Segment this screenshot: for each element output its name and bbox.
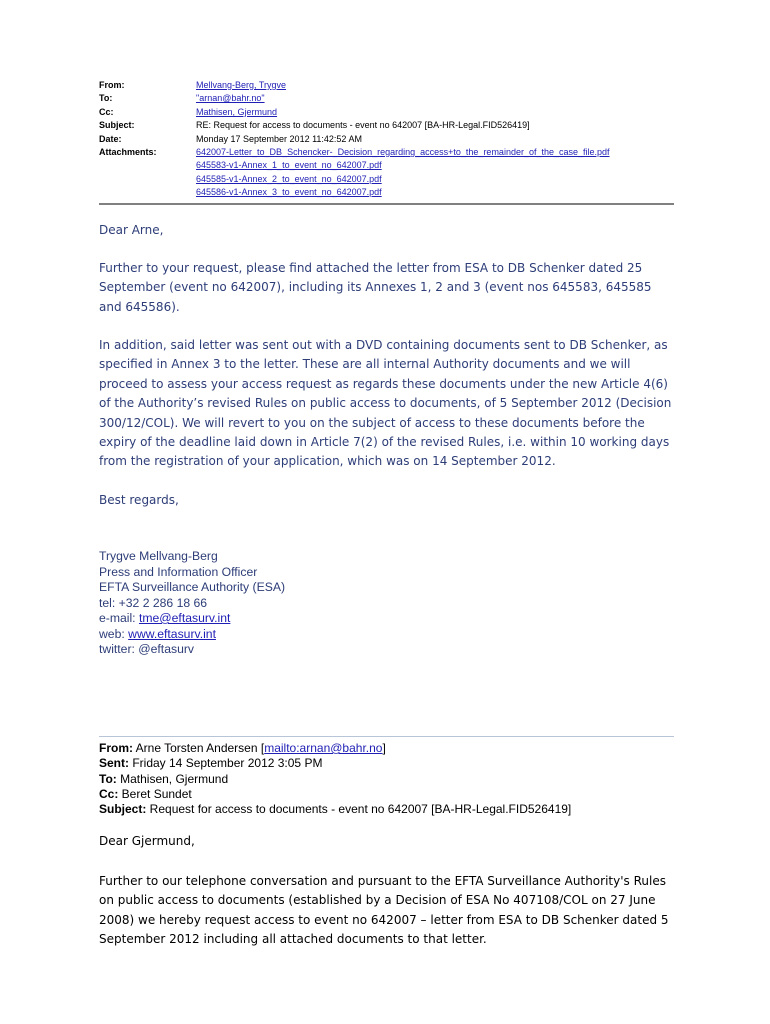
header-to-row bbox=[99, 92, 674, 105]
signature-name: Trygve Mellvang-Berg bbox=[99, 549, 218, 563]
attachment-link[interactable]: 645586-v1-Annex_3_to_event_no_642007.pdf bbox=[196, 187, 382, 198]
body-paragraph-1: Further to your request, please find attached the letter from ESA to DB Schenker dated 25 September (event no 642007), including its Annexes 1, 2 and 3 (event nos 645583, 645585 and 645586). bbox=[99, 261, 652, 314]
quoted-to-value: Mathisen, Gjermund bbox=[116, 771, 229, 786]
quoted-paragraph: Further to our telephone conversation and pursuant to the EFTA Surveillance Authority's Rules on public access to documents (established by a Decision of ESA No 407108/COL on 27 June 2008) we hereby request access to event no 642007 – letter from ESA to DB Schenker dated 5 September 2012 including all attached documents to that letter. bbox=[99, 874, 669, 947]
date-label: Date: bbox=[99, 133, 122, 144]
quoted-cc-value: Beret Sundet bbox=[118, 786, 192, 801]
quoted-subject-label: Subject: bbox=[99, 802, 147, 817]
quoted-salutation: Dear Gjermund, bbox=[99, 834, 195, 848]
from-link[interactable]: Mellvang-Berg, Trygve bbox=[196, 80, 287, 90]
quoted-mailto-link[interactable]: mailto:arnan@bahr.no bbox=[264, 741, 383, 755]
signature-web-prefix: web: bbox=[99, 626, 129, 641]
body-closing: Best regards, bbox=[99, 493, 179, 507]
quoted-cc-label: Cc: bbox=[99, 786, 119, 801]
signature-email-link[interactable]: tme@eftasurv.int bbox=[138, 611, 231, 625]
header-cc-row bbox=[99, 106, 674, 119]
quoted-subject-value: Request for access to documents - event no 642007 [BA-HR-Legal.FID526419] bbox=[146, 802, 572, 817]
signature-twitter: twitter: @eftasurv bbox=[99, 642, 195, 656]
quoted-from-name: Arne Torsten Andersen [ bbox=[133, 741, 265, 755]
body-salutation: Dear Arne, bbox=[99, 223, 164, 237]
quoted-divider bbox=[99, 736, 674, 737]
signature-web-link[interactable]: www.eftasurv.int bbox=[128, 626, 216, 641]
quoted-from-close: ] bbox=[382, 741, 386, 755]
signature-email-prefix: e-mail: bbox=[99, 611, 139, 625]
email-header bbox=[99, 79, 674, 200]
header-date-row bbox=[99, 133, 674, 146]
date-value: Monday 17 September 2012 11:42:52 AM bbox=[196, 133, 362, 144]
to-link[interactable]: "arnan@bahr.no" bbox=[196, 93, 265, 104]
header-from-row bbox=[99, 79, 674, 92]
body-paragraph-2: In addition, said letter was sent out with a DVD containing documents sent to DB Schenker, as specified in Annex 3 to the letter. These are all internal Authority documents and we will proceed to assess your access request as regards these documents under the new Article 4(6) of the Authority’s revised Rules on public access to documents, of 5 September 2012 (Decision 300/12/COL). We will revert to you on the subject of access to these documents before the expiry of the deadline laid down in Article 7(2) of the revised Rules, i.e. within 10 working days from the registration of your application, which was on 14 September 2012. bbox=[99, 338, 672, 469]
attachment-link[interactable]: 645585-v1-Annex_2_to_event_no_642007.pdf bbox=[196, 173, 382, 184]
signature-block bbox=[99, 549, 285, 658]
signature-tel: tel: +32 2 286 18 66 bbox=[99, 595, 208, 610]
quoted-to-row bbox=[99, 772, 571, 787]
attachment-link[interactable]: 642007-Letter_to_DB_Schencker-_Decision_regarding_access+to_the_remainder_of_the_case_file.pdf bbox=[196, 147, 610, 158]
signature-web-line bbox=[99, 627, 285, 643]
header-divider bbox=[99, 203, 674, 205]
from-label: From: bbox=[99, 80, 125, 90]
quoted-from-row bbox=[99, 741, 571, 756]
quoted-sent-label: Sent: bbox=[99, 756, 129, 771]
quoted-sent-value: Friday 14 September 2012 3:05 PM bbox=[129, 756, 323, 771]
quoted-header bbox=[99, 741, 571, 817]
subject-label: Subject: bbox=[99, 120, 135, 131]
cc-label: Cc: bbox=[99, 106, 114, 117]
signature-email-line bbox=[99, 611, 285, 627]
quoted-to-label: To: bbox=[99, 771, 117, 786]
subject-value: RE: Request for access to documents - event no 642007 [BA-HR-Legal.FID526419] bbox=[196, 120, 530, 131]
header-attachments-row bbox=[99, 146, 674, 200]
quoted-cc-row bbox=[99, 787, 571, 802]
attachment-list bbox=[196, 146, 674, 200]
header-subject-row bbox=[99, 119, 674, 132]
to-label: To: bbox=[99, 93, 113, 104]
signature-title: Press and Information Officer bbox=[99, 564, 258, 579]
cc-link[interactable]: Mathisen, Gjermund bbox=[196, 106, 278, 117]
quoted-subject-row bbox=[99, 802, 571, 817]
attachment-link[interactable]: 645583-v1-Annex_1_to_event_no_642007.pdf bbox=[196, 160, 382, 171]
attachments-label: Attachments: bbox=[99, 147, 157, 158]
quoted-from-label: From: bbox=[99, 741, 133, 755]
signature-org: EFTA Surveillance Authority (ESA) bbox=[99, 580, 286, 594]
quoted-sent-row bbox=[99, 756, 571, 771]
